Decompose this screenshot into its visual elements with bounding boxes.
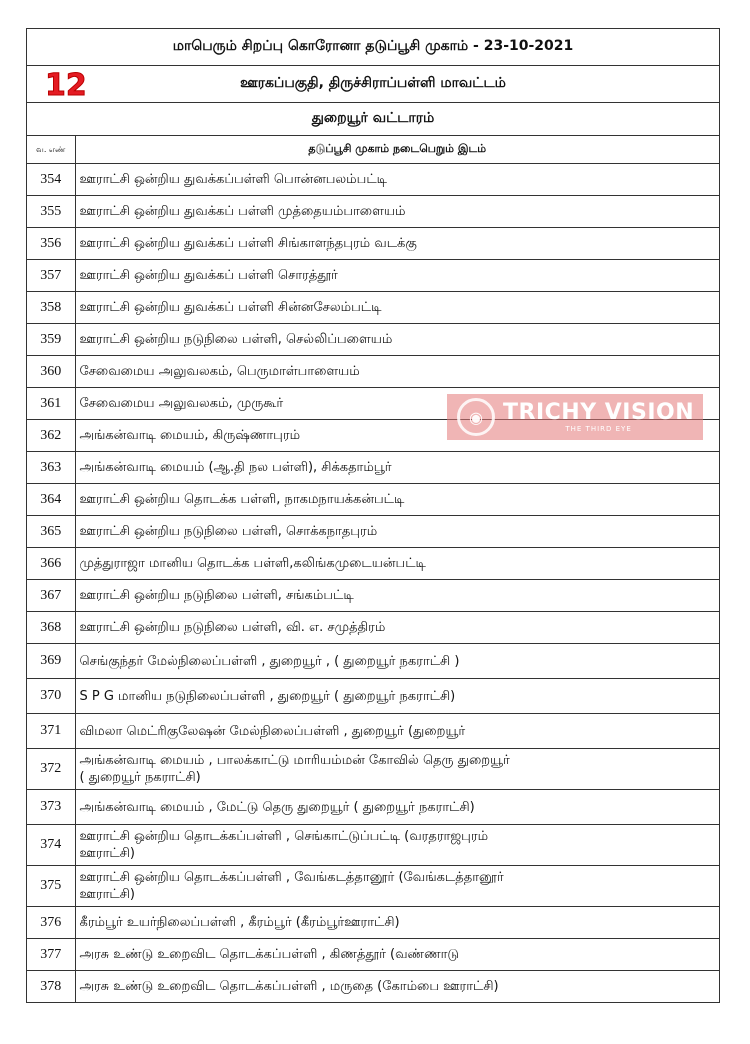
table-row xyxy=(27,939,719,971)
camp-location: முத்துராஜா மானிய தொடக்க பள்ளி,கலிங்கமுடையன்பட்டி xyxy=(75,548,719,580)
camp-location: ஊராட்சி ஒன்றிய நடுநிலை பள்ளி, சங்கம்பட்டி xyxy=(75,580,719,612)
camp-location: ஊராட்சி ஒன்றிய துவக்கப் பள்ளி சொரத்தூர் xyxy=(75,260,719,292)
document-sheet xyxy=(26,28,720,1003)
serial-number: 359 xyxy=(27,324,75,356)
serial-number: 360 xyxy=(27,356,75,388)
camp-location-line: அங்கன்வாடி மையம் , பாலக்காட்டு மாரியம்மன் கோவில் தெரு துறையூர் xyxy=(79,753,510,768)
table-row xyxy=(27,749,719,790)
serial-number: 370 xyxy=(27,679,75,714)
location-header: தடுப்பூசி முகாம் நடைபெறும் இடம் xyxy=(75,136,719,164)
page-number-badge: 12 xyxy=(45,68,87,103)
eye-logo-icon: ◉ xyxy=(457,398,495,436)
table-row xyxy=(27,484,719,516)
serial-number: 374 xyxy=(27,825,75,866)
table-row xyxy=(27,971,719,1003)
serial-number: 355 xyxy=(27,196,75,228)
camp-location: அங்கன்வாடி மையம், கிருஷ்ணாபுரம் xyxy=(75,420,719,452)
title-text: மாபெரும் சிறப்பு கொரோனா தடுப்பூசி முகாம் - 23-10-2021 xyxy=(172,38,574,54)
camp-location-line: ஊராட்சி) xyxy=(79,846,135,861)
camp-location: ஊராட்சி ஒன்றிய துவக்கப் பள்ளி சிங்காளந்தபுரம் வடக்கு xyxy=(75,228,719,260)
serial-number: 377 xyxy=(27,939,75,971)
camp-location xyxy=(75,866,719,907)
serial-number: 367 xyxy=(27,580,75,612)
table-row xyxy=(27,292,719,324)
camp-location xyxy=(75,825,719,866)
serial-number-header: வ. எண் xyxy=(27,136,75,164)
table-row xyxy=(27,164,719,196)
camp-location: விமலா மெட்ரிகுலேஷன் மேல்நிலைப்பள்ளி , துறையூர் (துறையூர் xyxy=(75,714,719,749)
serial-number: 373 xyxy=(27,790,75,825)
serial-number: 363 xyxy=(27,452,75,484)
table-row xyxy=(27,907,719,939)
watermark-tagline: THE THIRD EYE xyxy=(565,425,632,433)
block-text: துறையூர் வட்டாரம் xyxy=(311,110,435,126)
table-row xyxy=(27,356,719,388)
serial-number: 378 xyxy=(27,971,75,1003)
camp-location: ஊராட்சி ஒன்றிய துவக்கப் பள்ளி முத்தையம்பாளையம் xyxy=(75,196,719,228)
watermark-brand: TRICHY VISION xyxy=(503,400,695,425)
serial-number: 356 xyxy=(27,228,75,260)
block-header xyxy=(27,103,719,136)
camp-location: ஊராட்சி ஒன்றிய துவக்கப்பள்ளி பொன்னபலம்பட்டி xyxy=(75,164,719,196)
table-row xyxy=(27,866,719,907)
camp-location-line: ஊராட்சி) xyxy=(79,887,135,902)
serial-number: 357 xyxy=(27,260,75,292)
table-row xyxy=(27,612,719,644)
table-row xyxy=(27,580,719,612)
camp-location: அரசு உண்டு உறைவிட தொடக்கப்பள்ளி , கிணத்தூர் (வண்ணாடு xyxy=(75,939,719,971)
table-row xyxy=(27,196,719,228)
serial-number: 361 xyxy=(27,388,75,420)
area-text: ஊரகப்பகுதி, திருச்சிராப்பள்ளி மாவட்டம் xyxy=(240,75,506,91)
table-row xyxy=(27,228,719,260)
camp-location-line: ஊராட்சி ஒன்றிய தொடக்கப்பள்ளி , செங்காட்டுப்பட்டி (வரதராஜபுரம் xyxy=(79,829,489,844)
table-row xyxy=(27,714,719,749)
camp-location: சேவைமைய அலுவலகம், முருகூர் xyxy=(75,388,719,420)
camp-location: கீரம்பூர் உயர்நிலைப்பள்ளி , கீரம்பூர் (கீரம்பூர்ஊராட்சி) xyxy=(75,907,719,939)
camp-location: ஊராட்சி ஒன்றிய நடுநிலை பள்ளி, சொக்கநாதபுரம் xyxy=(75,516,719,548)
camp-table xyxy=(27,136,719,1002)
serial-number: 368 xyxy=(27,612,75,644)
serial-number: 369 xyxy=(27,644,75,679)
camp-location-line: ( துறையூர் நகராட்சி) xyxy=(79,770,201,785)
table-row xyxy=(27,679,719,714)
serial-number: 358 xyxy=(27,292,75,324)
camp-location: ஊராட்சி ஒன்றிய நடுநிலை பள்ளி, செல்லிப்பளையம் xyxy=(75,324,719,356)
table-row xyxy=(27,324,719,356)
table-row xyxy=(27,548,719,580)
serial-number: 375 xyxy=(27,866,75,907)
camp-location: சேவைமைய அலுவலகம், பெருமாள்பாளையம் xyxy=(75,356,719,388)
serial-number: 376 xyxy=(27,907,75,939)
table-row xyxy=(27,452,719,484)
table-row xyxy=(27,790,719,825)
serial-number: 365 xyxy=(27,516,75,548)
serial-number: 364 xyxy=(27,484,75,516)
camp-location: ஊராட்சி ஒன்றிய தொடக்க பள்ளி, நாகமநாயக்கன்பட்டி xyxy=(75,484,719,516)
camp-location: S P G மானிய நடுநிலைப்பள்ளி , துறையூர் ( துறையூர் நகராட்சி) xyxy=(75,679,719,714)
table-row xyxy=(27,516,719,548)
table-row xyxy=(27,825,719,866)
table-header-row xyxy=(27,136,719,164)
table-row xyxy=(27,260,719,292)
serial-number: 372 xyxy=(27,749,75,790)
camp-location: அங்கன்வாடி மையம் (ஆ.தி நல பள்ளி), சிக்கதாம்பூர் xyxy=(75,452,719,484)
serial-number: 366 xyxy=(27,548,75,580)
serial-number: 371 xyxy=(27,714,75,749)
watermark-text xyxy=(503,401,694,433)
camp-location: அங்கன்வாடி மையம் , மேட்டு தெரு துறையூர் ( துறையூர் நகராட்சி) xyxy=(75,790,719,825)
camp-location-line: ஊராட்சி ஒன்றிய தொடக்கப்பள்ளி , வேங்கடத்தானூர் (வேங்கடத்தானூர் xyxy=(79,870,504,885)
district-header xyxy=(27,66,719,103)
camp-location: அரசு உண்டு உறைவிட தொடக்கப்பள்ளி , மருதை (கோம்பை ஊராட்சி) xyxy=(75,971,719,1003)
camp-location: ஊராட்சி ஒன்றிய நடுநிலை பள்ளி, வி. எ. சமுத்திரம் xyxy=(75,612,719,644)
camp-location xyxy=(75,749,719,790)
serial-number: 362 xyxy=(27,420,75,452)
camp-location: ஊராட்சி ஒன்றிய துவக்கப் பள்ளி சின்னசேலம்பட்டி xyxy=(75,292,719,324)
camp-location: செங்குந்தர் மேல்நிலைப்பள்ளி , துறையூர் , ( துறையூர் நகராட்சி ) xyxy=(75,644,719,679)
serial-number: 354 xyxy=(27,164,75,196)
document-title xyxy=(27,29,719,66)
table-row xyxy=(27,644,719,679)
watermark-banner xyxy=(447,394,703,440)
